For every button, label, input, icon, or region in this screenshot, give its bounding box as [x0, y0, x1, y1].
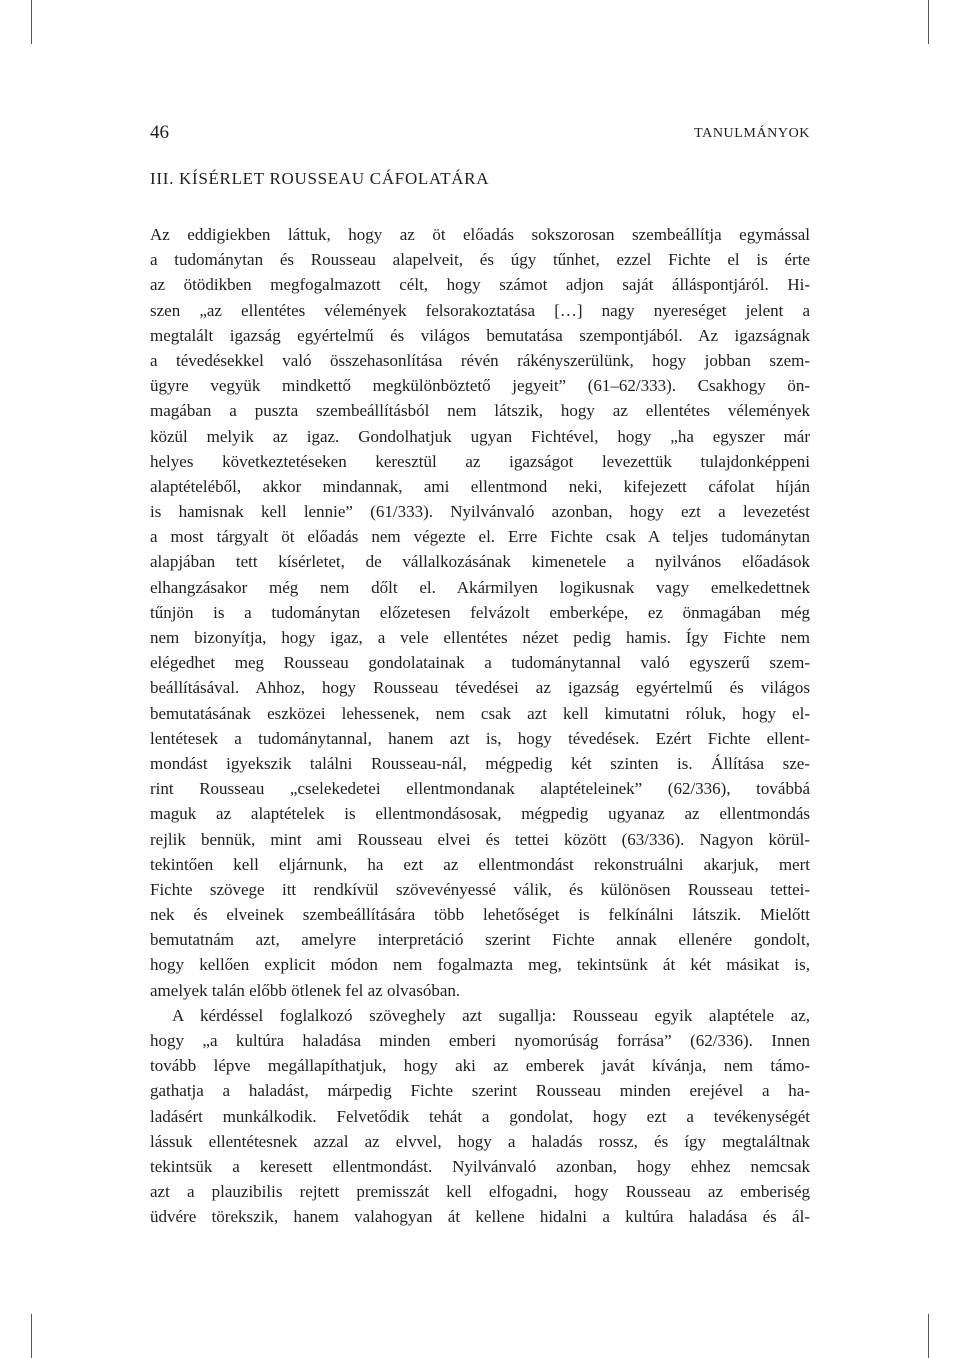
text-line: hogy „a kultúra haladása minden emberi nyomorúság forrása” (62/336). Innen: [150, 1031, 810, 1050]
text-line: helyes következtetéseken keresztül az igazságot levezettük tulajdonképpeni: [150, 451, 810, 471]
text-line: magában a puszta szembeállításból nem látszik, hogy az ellentétes vélemények: [150, 401, 810, 421]
text-line: a tévedésekkel való összehasonlítása révén rákényszerülünk, hogy jobban szem-: [150, 350, 810, 370]
text-line: bemutatásának eszközei lehessenek, nem csak azt kell kimutatni róluk, hogy el-: [150, 703, 810, 723]
text-line: üdvére törekszik, hanem valahogyan át kellene hidalni a kultúra haladása és ál-: [150, 1207, 810, 1227]
text-line: elégedhet meg Rousseau gondolatainak a tudománytannal való egyszerű szem-: [150, 653, 810, 673]
text-line: maguk az alaptételek is ellentmondásosak, mégpedig ugyanaz az ellentmondás: [150, 804, 810, 824]
text-line: alaptételéből, akkor mindannak, ami ellentmond neki, kifejezett cáfolat híján: [150, 476, 810, 496]
text-line: közül melyik az igaz. Gondolhatjuk ugyan Fichtével, hogy „ha egyszer már: [150, 426, 810, 446]
text-line: bemutatnám azt, amelyre interpretáció szerint Fichte annak ellenére gondolt,: [150, 930, 810, 950]
text-line: beállításával. Ahhoz, hogy Rousseau tévedései az igazság egyértelmű és világos: [150, 678, 810, 698]
text-line: ladásért munkálkodik. Felvetődik tehát a gondolat, hogy ezt a tevékenységét: [150, 1106, 810, 1126]
text-line: lentétesek a tudománytannal, hanem azt is, hogy tévedések. Ezért Fichte ellent-: [150, 728, 810, 748]
crop-mark: [31, 1314, 32, 1358]
text-line: Fichte szövege itt rendkívül szövevényessé válik, és különösen Rousseau tettei-: [150, 879, 810, 899]
text-line: mondást igyekszik találni Rousseau-nál, mégpedig két szinten is. Állítása sze-: [150, 753, 810, 773]
text-line: A kérdéssel foglalkozó szöveghely azt sugallja: Rousseau egyik alaptétele az,: [172, 1005, 810, 1025]
text-line: tovább lépve megállapíthatjuk, hogy aki az emberek javát kívánja, nem támo-: [150, 1056, 810, 1076]
text-line: lássuk ellentétesnek azzal az elvvel, hogy a haladás rossz, és így megtaláltnak: [150, 1131, 810, 1151]
text-line: azt a plauzibilis rejtett premisszát kell elfogadni, hogy Rousseau az emberiség: [150, 1182, 810, 1202]
text-line: a most tárgyalt öt előadás nem végezte el. Erre Fichte csak A teljes tudománytan: [150, 527, 810, 547]
text-line: Az eddigiekben láttuk, hogy az öt előadás sokszorosan szembeállítja egymással: [150, 225, 810, 244]
paragraph: [150, 222, 810, 1003]
crop-mark: [928, 1314, 929, 1358]
body-text: [150, 222, 810, 1230]
crop-mark: [928, 0, 929, 44]
text-line: nek és elveinek szembeállítására több lehetőséget is felkínálni látszik. Mielőtt: [150, 905, 810, 925]
text-line: megtalált igazság egyértelmű és világos bemutatása szempontjából. Az igazságnak: [150, 325, 810, 345]
text-line: ügyre vegyük mindkettő megkülönböztető jegyeit” (61–62/333). Csakhogy ön-: [150, 376, 810, 396]
page-number: 46: [150, 122, 169, 143]
crop-mark: [31, 0, 32, 44]
text-line: rint Rousseau „cselekedetei ellentmondanak alaptételeinek” (62/336), továbbá: [150, 779, 810, 799]
text-line: rejlik bennük, mint ami Rousseau elvei és tettei között (63/336). Nagyon körül-: [150, 829, 810, 849]
text-line: tekintően kell eljárnunk, ha ezt az ellentmondást rekonstruálni akarjuk, mert: [150, 854, 810, 874]
text-line: is hamisnak kell lennie” (61/333). Nyilvánvaló azonban, hogy ezt a levezetést: [150, 502, 810, 522]
text-line: alapjában tett kísérletet, de vállalkozásának kimenetele a nyilvános előadások: [150, 552, 810, 572]
text-line: elhangzásakor még nem dőlt el. Akármilyen logikusnak vagy emelkedettnek: [150, 577, 810, 597]
text-line: tűnjön is a tudománytan előzetesen felvázolt emberképe, ez önmagában még: [150, 602, 810, 622]
paragraph: [150, 1003, 810, 1230]
text-line: tekintsük a keresett ellentmondást. Nyilvánvaló azonban, hogy ehhez nemcsak: [150, 1156, 810, 1176]
text-line: gathatja a haladást, márpedig Fichte szerint Rousseau minden erejével a ha-: [150, 1081, 810, 1101]
text-line: nem bizonyítja, hogy igaz, a vele ellentétes nézet pedig hamis. Így Fichte nem: [150, 628, 810, 647]
text-line: az ötödikben megfogalmazott célt, hogy számot adjon saját álláspontjáról. Hi-: [150, 275, 810, 295]
text-line: amelyek talán előbb ötlenek fel az olvasóban.: [150, 980, 461, 1000]
text-line: hogy kellően explicit módon nem fogalmazta meg, tekintsünk át két másikat is,: [150, 955, 810, 975]
text-line: szen „az ellentétes vélemények felsorakoztatása […] nagy nyereséget jelent a: [150, 300, 810, 320]
section-title: III. KÍSÉRLET ROUSSEAU CÁFOLATÁRA: [150, 169, 490, 188]
running-head: TANULMÁNYOK: [694, 126, 810, 141]
text-line: a tudománytan és Rousseau alapelveit, és úgy tűnhet, ezzel Fichte el is érte: [150, 250, 810, 270]
